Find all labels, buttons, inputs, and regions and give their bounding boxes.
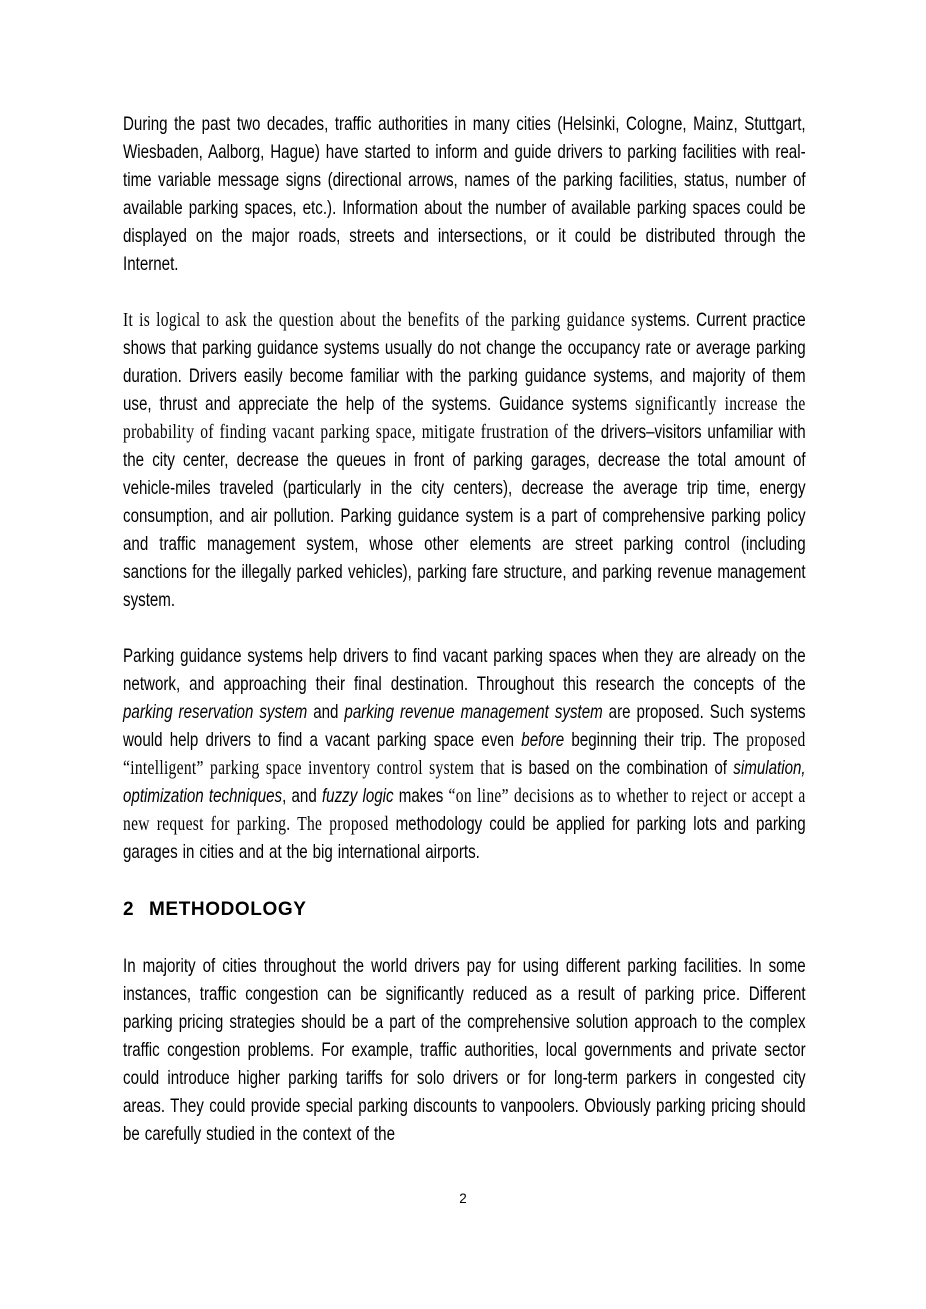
text-run: fuzzy logic [321, 785, 394, 807]
text-run: , and [282, 785, 322, 807]
text-run: Parking guidance systems help drivers to find vacant parking spaces when they are already on the network, and approaching their final destination. Throughout this research the concepts of the [123, 645, 806, 695]
text-run: parking revenue management system [344, 701, 603, 723]
text-run: It is logical to ask the question about the benefits of the parking guidance sy [123, 309, 646, 331]
text-run: and [307, 701, 345, 723]
text-run: are proposed. Such systems would help drivers to find a vacant parking space even [123, 701, 806, 751]
paragraph [123, 952, 806, 1148]
text-run: parking reservation system [123, 701, 308, 723]
page-number: 2 [459, 1191, 467, 1206]
text-run: stems. Current practice shows that parking guidance systems usually do not change the occupancy rate or average parking duration. Drivers easily become familiar with the parking guidance systems, and majority of them use, thrust and appreciate the help of the systems. Guidance systems [123, 309, 806, 415]
text-run: During the past two decades, traffic authorities in many cities (Helsinki, Cologne, Mainz, Stuttgart, Wiesbaden, Aalborg, Hague) have started to inform and guide drivers to parking facilities with real-time variable message signs (directional arrows, names of the parking facilities, status, number of available parking spaces, etc.). Information about the number of available parking spaces could be displayed on the major roads, streets and intersections, or it could be distributed through the Internet. [123, 113, 806, 275]
text-run: before [521, 729, 565, 751]
text-run: makes [393, 785, 449, 807]
text-run: is based on the combination of [511, 757, 734, 779]
paragraph [123, 110, 806, 278]
text-run: methodology could be applied for parking lots and parking garages in cities and at the big international airports. [123, 813, 806, 863]
text-run: significantly increase the probability of finding vacant parking space, mitigate frustration of [123, 393, 806, 443]
text-run: In majority of cities throughout the world drivers pay for using different parking facilities. In some instances, traffic congestion can be significantly reduced as a result of parking price. Different parking pricing strategies should be a part of the comprehensive solution approach to the complex traffic congestion problems. For example, traffic authorities, local governments and private sector could introduce higher parking tariffs for solo drivers or for long-term parkers in congested city areas. They could provide special parking discounts to vanpoolers. Obviously parking pricing should be carefully studied in the context of the [123, 955, 806, 1145]
section-heading [123, 896, 805, 924]
paragraph [123, 306, 806, 614]
text-run: proposed “intelligent” parking space inventory control system that [123, 729, 806, 779]
paragraph [123, 642, 806, 866]
text-run: “on line” decisions as to whether to reject or accept a new request for parking. The proposed [123, 785, 806, 835]
text-run: simulation, optimization techniques [123, 757, 806, 807]
text-run: beginning their trip. The [564, 729, 747, 751]
section-title: METHODOLOGY [149, 899, 307, 920]
text-run: the drivers–visitors unfamiliar with the city center, decrease the queues in front of parking garages, decrease the total amount of vehicle-miles traveled (particularly in the city centers), decrease the average trip time, energy consumption, and air pollution. Parking guidance system is a part of comprehensive parking policy and traffic management system, whose other elements are street parking control (including sanctions for the illegally parked vehicles), parking fare structure, and parking revenue management system. [123, 421, 806, 611]
section-number: 2 [123, 899, 135, 920]
page-content [123, 110, 805, 1176]
